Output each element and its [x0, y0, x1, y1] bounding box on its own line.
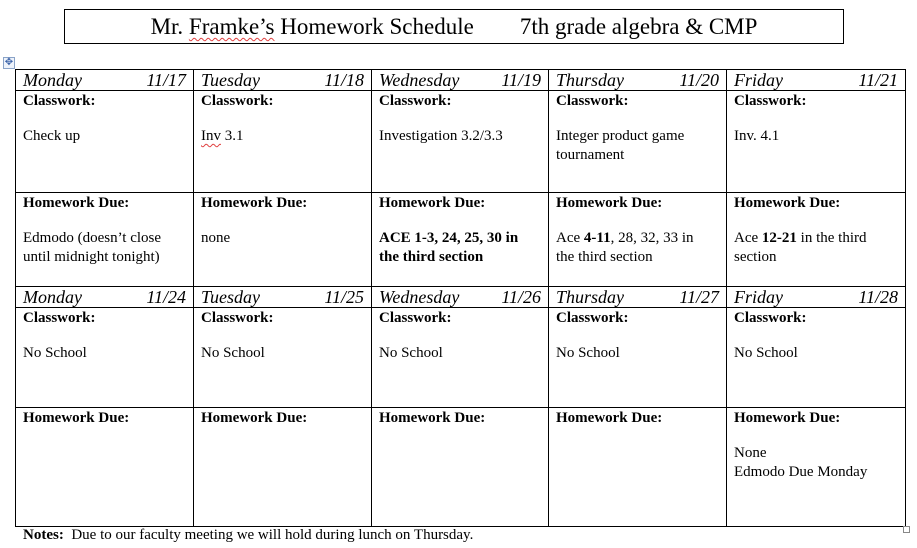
title-text: Homework Schedule — [274, 14, 474, 39]
text-line — [734, 463, 898, 482]
text-line — [23, 248, 186, 267]
classwork-content — [201, 127, 364, 146]
schedule-table — [15, 69, 906, 527]
text-line — [734, 444, 898, 463]
text-segment: Investigation 3.2/3.3 — [379, 128, 503, 144]
text-segment: No School — [379, 345, 443, 361]
text-segment: , 28, 32, 33 in — [610, 230, 694, 246]
text-segment: No School — [556, 345, 620, 361]
classwork-cell — [727, 91, 906, 193]
day-name: Monday — [23, 70, 82, 90]
day-date: 11/17 — [146, 70, 186, 90]
homework-cell — [727, 408, 906, 527]
homework-cell — [372, 408, 549, 527]
text-line — [556, 344, 719, 363]
classwork-cell — [549, 91, 727, 193]
homework-label: Homework Due: — [201, 195, 308, 211]
text-segment: ACE 1-3, 24, 25, 30 in — [379, 230, 519, 246]
homework-cell — [372, 193, 549, 287]
text-segment: section — [734, 249, 777, 265]
text-segment: the third section — [556, 249, 653, 265]
classwork-label: Classwork: — [23, 93, 96, 109]
homework-cell — [727, 193, 906, 287]
day-name: Wednesday — [379, 287, 460, 307]
homework-content — [734, 444, 898, 482]
homework-content — [734, 229, 898, 267]
text-line — [379, 248, 541, 267]
day-name: Wednesday — [379, 70, 460, 90]
text-line — [201, 344, 364, 363]
classwork-label: Classwork: — [734, 93, 807, 109]
classwork-cell — [549, 308, 727, 408]
day-header — [727, 287, 906, 308]
homework-label: Homework Due: — [23, 410, 130, 426]
day-date: 11/18 — [324, 70, 364, 90]
homework-label: Homework Due: — [201, 410, 308, 426]
classwork-content — [734, 127, 898, 146]
document-title — [64, 9, 844, 44]
text-line — [23, 127, 186, 146]
day-name: Friday — [734, 287, 783, 307]
day-header — [194, 287, 372, 308]
text-line — [734, 127, 898, 146]
day-date: 11/20 — [679, 70, 719, 90]
text-line — [734, 229, 898, 248]
day-header — [372, 287, 549, 308]
classwork-label: Classwork: — [23, 310, 96, 326]
text-line — [201, 127, 364, 146]
text-line — [556, 248, 719, 267]
text-segment: 12-21 — [761, 230, 797, 246]
text-segment: 4-11 — [583, 230, 611, 246]
classwork-label: Classwork: — [201, 93, 274, 109]
classwork-content — [201, 344, 364, 363]
title-name: Framke’s — [188, 14, 275, 39]
text-line — [379, 127, 541, 146]
day-date: 11/28 — [858, 287, 898, 307]
text-segment: No School — [23, 345, 87, 361]
homework-cell — [549, 193, 727, 287]
notes-text: Due to our faculty meeting we will hold during lunch on Thursday. — [63, 527, 474, 543]
day-name: Thursday — [556, 70, 625, 90]
classwork-cell — [727, 308, 906, 408]
day-header — [16, 70, 194, 91]
homework-label: Homework Due: — [556, 410, 663, 426]
classwork-content — [23, 127, 186, 146]
text-line — [556, 127, 719, 146]
text-segment: none — [201, 230, 231, 246]
classwork-label: Classwork: — [379, 310, 452, 326]
text-segment: None — [734, 445, 767, 461]
day-header — [372, 70, 549, 91]
homework-label: Homework Due: — [734, 195, 841, 211]
text-line — [23, 229, 186, 248]
classwork-content — [556, 127, 719, 165]
homework-content — [556, 229, 719, 267]
text-segment: Integer product game — [556, 128, 685, 144]
title-text: Mr. — [150, 14, 189, 39]
text-segment: in the third — [796, 230, 867, 246]
day-name: Monday — [23, 287, 82, 307]
text-line — [734, 248, 898, 267]
text-segment: No School — [734, 345, 798, 361]
classwork-content — [379, 127, 541, 146]
classwork-content — [556, 344, 719, 363]
day-date: 11/21 — [858, 70, 898, 90]
homework-label: Homework Due: — [379, 410, 486, 426]
text-segment: Inv — [201, 128, 221, 144]
text-segment: until midnight tonight) — [23, 249, 160, 265]
text-line — [734, 344, 898, 363]
text-line — [379, 344, 541, 363]
day-header — [16, 287, 194, 308]
day-header — [194, 70, 372, 91]
day-date: 11/19 — [501, 70, 541, 90]
classwork-label: Classwork: — [379, 93, 452, 109]
text-segment: Check up — [23, 128, 81, 144]
classwork-label: Classwork: — [556, 310, 629, 326]
homework-content — [201, 229, 364, 248]
classwork-label: Classwork: — [201, 310, 274, 326]
text-line — [201, 229, 364, 248]
text-line — [23, 344, 186, 363]
notes-label: Notes: — [23, 527, 64, 543]
title-subtitle: 7th grade algebra & CMP — [519, 14, 758, 39]
text-segment: Edmodo Due Monday — [734, 464, 868, 480]
text-line — [556, 229, 719, 248]
day-date: 11/26 — [501, 287, 541, 307]
text-segment: Edmodo (doesn’t close — [23, 230, 162, 246]
text-line — [379, 229, 541, 248]
day-name: Tuesday — [201, 287, 261, 307]
classwork-label: Classwork: — [556, 93, 629, 109]
day-name: Tuesday — [201, 70, 261, 90]
day-name: Thursday — [556, 287, 625, 307]
text-segment: Ace — [734, 230, 762, 246]
homework-cell — [194, 193, 372, 287]
classwork-cell — [16, 91, 194, 193]
day-header — [549, 287, 727, 308]
classwork-cell — [16, 308, 194, 408]
day-name: Friday — [734, 70, 783, 90]
text-segment: the third section — [379, 249, 484, 265]
homework-content — [23, 229, 186, 267]
homework-cell — [16, 408, 194, 527]
classwork-label: Classwork: — [734, 310, 807, 326]
text-segment: 3.1 — [221, 128, 244, 144]
homework-label: Homework Due: — [556, 195, 663, 211]
classwork-content — [379, 344, 541, 363]
text-segment: Inv. 4.1 — [734, 128, 780, 144]
homework-label: Homework Due: — [23, 195, 130, 211]
classwork-cell — [194, 308, 372, 408]
day-date: 11/24 — [146, 287, 186, 307]
homework-cell — [194, 408, 372, 527]
day-header — [549, 70, 727, 91]
homework-cell — [16, 193, 194, 287]
text-segment: No School — [201, 345, 265, 361]
table-move-handle-icon[interactable]: ✥ — [4, 57, 14, 68]
classwork-content — [23, 344, 186, 363]
classwork-content — [734, 344, 898, 363]
classwork-cell — [372, 91, 549, 193]
classwork-cell — [372, 308, 549, 408]
text-segment: tournament — [556, 147, 625, 163]
table-resize-handle[interactable] — [903, 526, 910, 533]
classwork-cell — [194, 91, 372, 193]
day-date: 11/27 — [679, 287, 719, 307]
notes — [23, 527, 473, 544]
homework-label: Homework Due: — [379, 195, 486, 211]
text-segment: Ace — [556, 230, 584, 246]
homework-cell — [549, 408, 727, 527]
homework-label: Homework Due: — [734, 410, 841, 426]
text-line — [556, 146, 719, 165]
day-date: 11/25 — [324, 287, 364, 307]
homework-content — [379, 229, 541, 267]
day-header — [727, 70, 906, 91]
